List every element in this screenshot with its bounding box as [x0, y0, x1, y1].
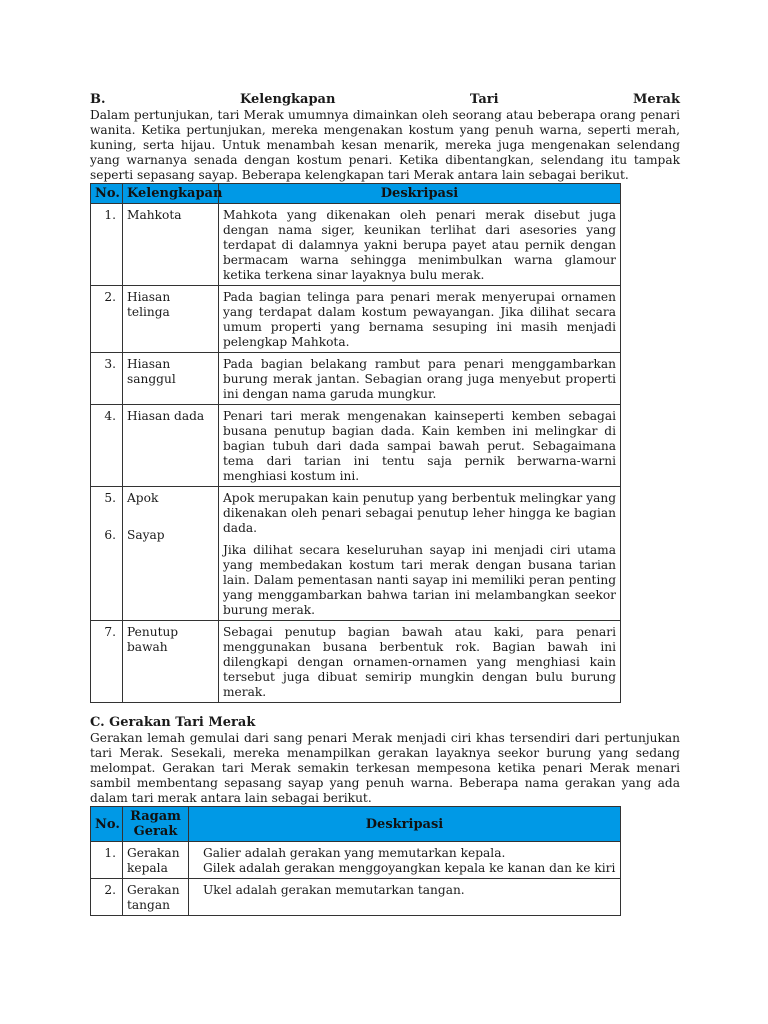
- row-number: 1.: [91, 842, 123, 879]
- row-item-pair: [123, 487, 219, 621]
- column-header-desc: Deskripasi: [219, 184, 621, 204]
- row-number: 2.: [91, 286, 123, 353]
- column-header-item: Ragam Gerak: [123, 807, 189, 842]
- table-header-row: [91, 184, 621, 204]
- section-b-heading-part: Kelengkapan: [240, 92, 336, 107]
- row-item: Apok: [127, 491, 159, 505]
- row-description: Penari tari merak mengenakan kainseperti kemben sebagai busana penutup bagian dada. Kain kemben ini melingkar di bagian tubuh dari dada sampai bawah perut. Sebagaimana tema dari tarian ini tentu saja pernik berwarna-warni menghiasi kostum ini.: [219, 405, 621, 487]
- table-row: [91, 353, 621, 405]
- row-description: Mahkota yang dikenakan oleh penari merak disebut juga dengan nama siger, keunikan terlihat dari asesories yang terdapat di dalamnya yakni berupa payet atau pernik dengan bermacam warna sehingga menimbulkan warna glamour ketika terkena sinar layaknya bulu merak.: [219, 204, 621, 286]
- row-item: Hiasan telinga: [123, 286, 219, 353]
- table-row: [91, 879, 621, 916]
- description-line: Ukel adalah gerakan memutarkan tangan.: [203, 883, 465, 897]
- row-description: Jika dilihat secara keseluruhan sayap ini menjadi ciri utama yang membedakan kostum tari merak dengan busana tarian lain. Dalam pementasan nanti sayap ini memiliki peran penting yang menggambarkan bahwa tarian ini melambangkan seekor burung merak.: [223, 543, 616, 617]
- row-number: 1.: [91, 204, 123, 286]
- row-item: Penutup bawah: [123, 621, 219, 703]
- gerakan-table: [90, 806, 621, 916]
- section-b-heading-part: Tari: [469, 92, 499, 107]
- row-description: [189, 842, 621, 879]
- section-b-heading-part: B.: [90, 92, 106, 107]
- section-c-heading: C. Gerakan Tari Merak: [90, 715, 256, 730]
- row-description: Apok merupakan kain penutup yang berbentuk melingkar yang dikenakan oleh penari sebagai penutup leher hingga ke bagian dada.: [223, 491, 616, 535]
- section-b-heading: [90, 92, 680, 108]
- column-header-no: No.: [91, 807, 123, 842]
- row-item: Hiasan dada: [123, 405, 219, 487]
- section-b-heading-part: Merak: [633, 92, 680, 107]
- row-description: [189, 879, 621, 916]
- section-b-intro: Dalam pertunjukan, tari Merak umumnya dimainkan oleh seorang atau beberapa orang penari wanita. Ketika pertunjukan, mereka mengenakan kostum yang penuh warna, seperti merah, kuning, serta hijau. Untuk menambah kesan menarik, mereka juga mengenakan selendang yang warnanya senada dengan kostum penari. Ketika dibentangkan, selendang itu tampak seperti sepasang sayap. Beberapa kelengkapan tari Merak antara lain sebagai berikut.: [90, 108, 680, 182]
- row-item: Gerakan kepala: [123, 842, 189, 879]
- table-row: [91, 204, 621, 286]
- description-line: Gilek adalah gerakan menggoyangkan kepala ke kanan dan ke kiri: [203, 861, 616, 875]
- row-number: 3.: [91, 353, 123, 405]
- row-item: Mahkota: [123, 204, 219, 286]
- kelengkapan-table: [90, 183, 621, 703]
- row-description: Pada bagian telinga para penari merak menyerupai ornamen yang terdapat dalam kostum pewayangan. Jika dilihat secara umum properti yang bernama sesuping ini masih menjadi pelengkap Mahkota.: [219, 286, 621, 353]
- row-description: Pada bagian belakang rambut para penari menggambarkan burung merak jantan. Sebagian orang juga menyebut properti ini dengan nama garuda mungkur.: [219, 353, 621, 405]
- description-line: Galier adalah gerakan yang memutarkan kepala.: [203, 846, 506, 860]
- table-row: [91, 286, 621, 353]
- column-header-item: Kelengkapan: [123, 184, 219, 204]
- row-description-pair: [219, 487, 621, 621]
- row-item: Gerakan tangan: [123, 879, 189, 916]
- row-number: 6.: [104, 528, 116, 542]
- section-c-intro: Gerakan lemah gemulai dari sang penari Merak menjadi ciri khas tersendiri dari pertunjukan tari Merak. Sesekali, mereka menampilkan gerakan layaknya seekor burung yang sedang melompat. Gerakan tari Merak semakin terkesan mempesona ketika penari Merak menari sambil membentang sepasang sayap yang penuh warna. Beberapa nama gerakan yang ada dalam tari merak antara lain sebagai berikut.: [90, 731, 680, 805]
- row-number: 7.: [91, 621, 123, 703]
- table-row: [91, 405, 621, 487]
- row-item: Hiasan sanggul: [123, 353, 219, 405]
- row-description: Sebagai penutup bagian bawah atau kaki, para penari menggunakan busana berbentuk rok. Bagian bawah ini dilengkapi dengan ornamen-ornamen yang menghiasi kain tersebut juga dibuat semirip mungkin dengan bulu burung merak.: [219, 621, 621, 703]
- row-number: 4.: [91, 405, 123, 487]
- column-header-desc: Deskripasi: [189, 807, 621, 842]
- row-item: Sayap: [127, 528, 165, 542]
- table-row: [91, 842, 621, 879]
- document-page: [90, 92, 680, 916]
- row-number: 5.: [104, 491, 116, 505]
- table-row: [91, 487, 621, 621]
- row-number-pair: [91, 487, 123, 621]
- column-header-no: No.: [91, 184, 123, 204]
- row-number: 2.: [91, 879, 123, 916]
- table-header-row: [91, 807, 621, 842]
- table-row: [91, 621, 621, 703]
